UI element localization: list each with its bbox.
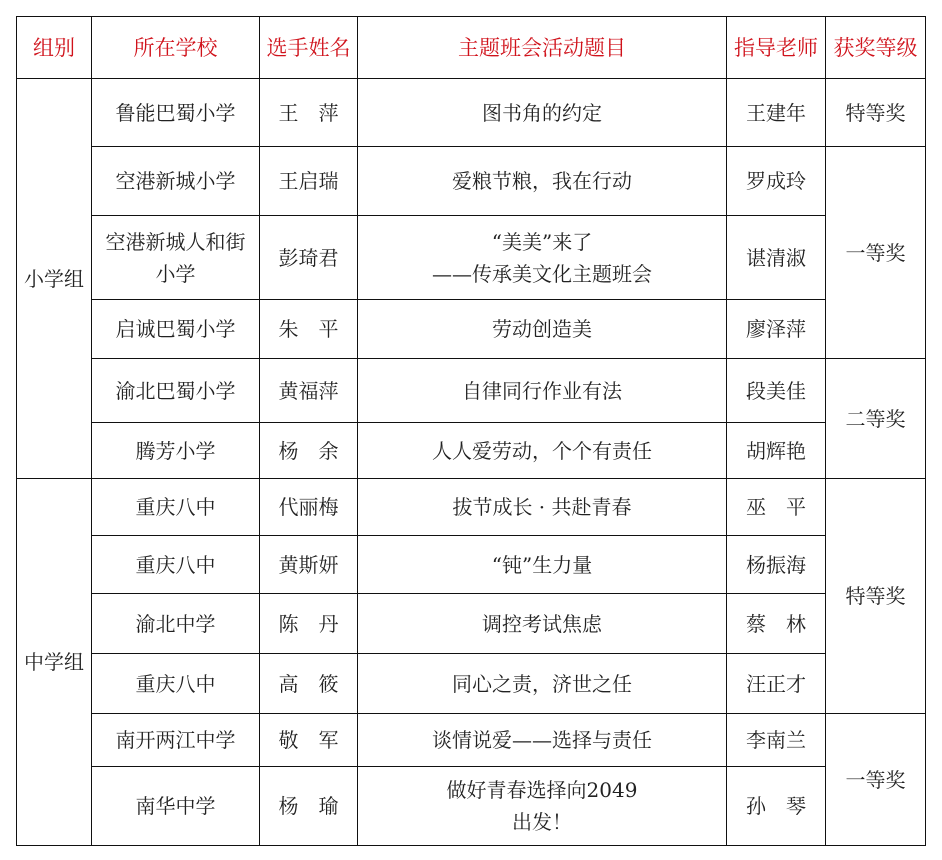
school-cell: 鲁能巴蜀小学	[92, 79, 260, 147]
school-cell: 南开两江中学	[92, 714, 260, 767]
topic-cell	[358, 767, 727, 846]
school-cell: 重庆八中	[92, 654, 260, 714]
award-cell: 特等奖	[826, 479, 926, 714]
school-cell: 渝北中学	[92, 594, 260, 654]
table-row	[17, 147, 926, 216]
teacher-cell: 巫 平	[727, 479, 826, 536]
school-cell: 重庆八中	[92, 536, 260, 594]
header-award: 获奖等级	[826, 17, 926, 79]
teacher-cell: 杨振海	[727, 536, 826, 594]
award-cell: 特等奖	[826, 79, 926, 147]
school-cell: 渝北巴蜀小学	[92, 359, 260, 423]
school-cell: 启诚巴蜀小学	[92, 300, 260, 359]
topic-cell: 图书角的约定	[358, 79, 727, 147]
contestant-cell: 高 筱	[260, 654, 358, 714]
awards-table	[16, 16, 926, 846]
topic-line: 做好青春选择向2049	[446, 778, 638, 802]
school-line: 小学	[155, 261, 196, 286]
header-school: 所在学校	[92, 17, 260, 79]
contestant-cell: 代丽梅	[260, 479, 358, 536]
topic-line: “美美”来了	[491, 229, 593, 254]
topic-cell: 人人爱劳动，个个有责任	[358, 423, 727, 479]
table-row	[17, 714, 926, 767]
teacher-cell: 孙 琴	[727, 767, 826, 846]
topic-cell: 劳动创造美	[358, 300, 727, 359]
contestant-cell: 朱 平	[260, 300, 358, 359]
teacher-cell: 罗成玲	[727, 147, 826, 216]
table-row	[17, 654, 926, 714]
group-cell-primary: 小学组	[17, 79, 92, 479]
school-line: 空港新城人和街	[105, 229, 246, 254]
header-contestant: 选手姓名	[260, 17, 358, 79]
table-row	[17, 359, 926, 423]
contestant-cell: 陈 丹	[260, 594, 358, 654]
topic-cell: 调控考试焦虑	[358, 594, 727, 654]
contestant-cell: 王启瑞	[260, 147, 358, 216]
table-row	[17, 594, 926, 654]
school-cell: 空港新城小学	[92, 147, 260, 216]
school-cell: 腾芳小学	[92, 423, 260, 479]
topic-cell: 爱粮节粮，我在行动	[358, 147, 727, 216]
header-group: 组别	[17, 17, 92, 79]
contestant-cell: 杨 余	[260, 423, 358, 479]
table-row	[17, 300, 926, 359]
topic-cell: “钝”生力量	[358, 536, 727, 594]
header-row	[17, 17, 926, 79]
contestant-cell: 王 萍	[260, 79, 358, 147]
school-cell	[92, 216, 260, 300]
contestant-cell: 杨 瑜	[260, 767, 358, 846]
header-teacher: 指导老师	[727, 17, 826, 79]
topic-cell: 同心之责，济世之任	[358, 654, 727, 714]
topic-cell	[358, 216, 727, 300]
group-cell-middle: 中学组	[17, 479, 92, 846]
contestant-cell: 彭琦君	[260, 216, 358, 300]
topic-line: 出发！	[512, 810, 572, 834]
topic-cell: 自律同行作业有法	[358, 359, 727, 423]
header-topic: 主题班会活动题目	[358, 17, 727, 79]
teacher-cell: 汪正才	[727, 654, 826, 714]
teacher-cell: 王建年	[727, 79, 826, 147]
table-row	[17, 79, 926, 147]
teacher-cell: 段美佳	[727, 359, 826, 423]
school-cell: 重庆八中	[92, 479, 260, 536]
contestant-cell: 黄斯妍	[260, 536, 358, 594]
award-cell: 二等奖	[826, 359, 926, 479]
school-cell: 南华中学	[92, 767, 260, 846]
awards-table-wrapper	[16, 16, 926, 846]
table-row	[17, 216, 926, 300]
teacher-cell: 胡辉艳	[727, 423, 826, 479]
teacher-cell: 廖泽萍	[727, 300, 826, 359]
teacher-cell: 李南兰	[727, 714, 826, 767]
teacher-cell: 蔡 林	[727, 594, 826, 654]
topic-cell: 拔节成长 · 共赴青春	[358, 479, 727, 536]
contestant-cell: 敬 军	[260, 714, 358, 767]
topic-cell: 谈情说爱——选择与责任	[358, 714, 727, 767]
table-row	[17, 423, 926, 479]
table-row	[17, 479, 926, 536]
table-row	[17, 767, 926, 846]
contestant-cell: 黄福萍	[260, 359, 358, 423]
award-cell: 一等奖	[826, 714, 926, 846]
teacher-cell: 谌清淑	[727, 216, 826, 300]
table-row	[17, 536, 926, 594]
award-cell: 一等奖	[826, 147, 926, 359]
topic-line: ——传承美文化主题班会	[432, 261, 652, 286]
